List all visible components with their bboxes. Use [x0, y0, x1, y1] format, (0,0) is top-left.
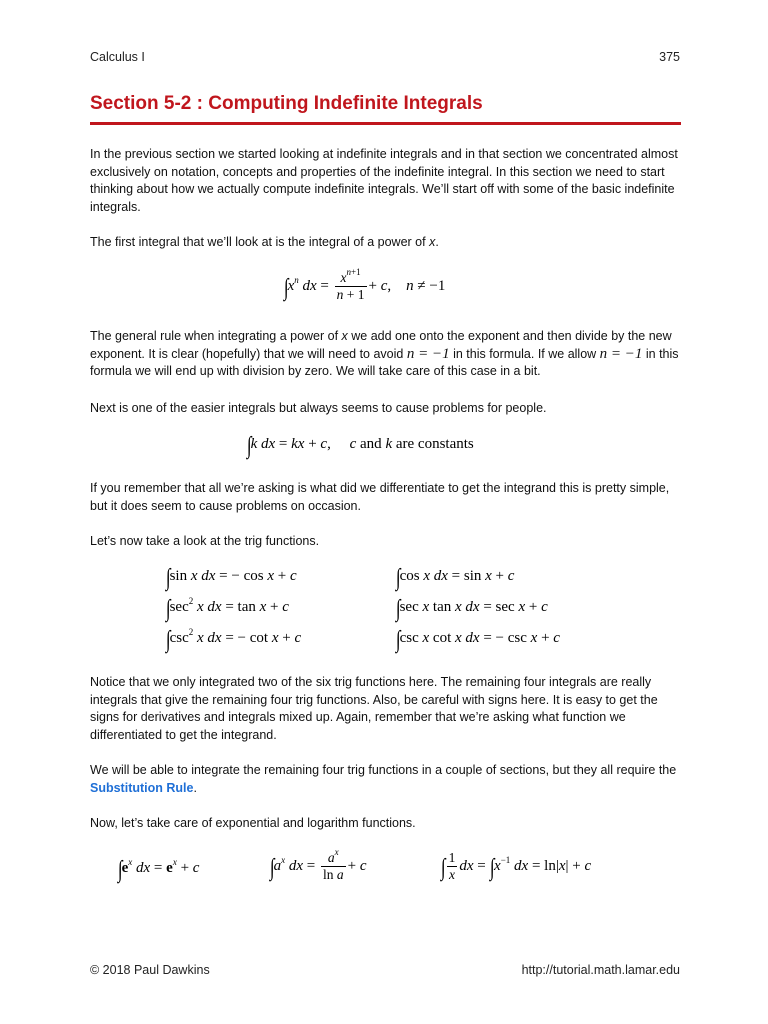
formula-log: ∫ $\frac{1}{x}$ dx = $\int x^{-1}$ dx = ln|x| + c — [440, 850, 592, 882]
formula-sin: ∫sin x dx = − cos x + c — [165, 565, 297, 591]
text-span: The first integral that we’ll look at is the integral of a power of — [90, 235, 430, 249]
footer-url: http://tutorial.math.lamar.edu — [521, 963, 680, 977]
formula-sec-tan: ∫sec x tan x dx = sec x + c — [395, 596, 548, 622]
formula-power-rule: $\int x^n$ dx = $\frac{x^{n+1}}{n + 1}$ + c, n ≠ −1 — [283, 267, 446, 302]
paragraph-constant-note: If you remember that all we’re asking is what did we differentiate to get the integrand this is pretty simple, but it does seem to cause problems on occasion. — [90, 481, 670, 513]
paragraph-trig-notes: Notice that we only integrated two of the six trig functions here. The remaining four integrals are really integrals that give the remaining four trig functions. Also, be careful with signs here. It is easy to get the signs for derivatives and integrals mixed up. Again, remember that we’re asking what function we differentiated to get the integrand. — [90, 675, 658, 742]
inline-math-n-eq: n = −1 — [406, 345, 450, 362]
text-span: . — [193, 780, 197, 795]
text-span: in this formula we will end up with division by zero. We will take care of this case in a bit. — [90, 346, 679, 378]
text-span: The general rule when integrating a power of — [90, 329, 342, 343]
footer-copyright: © 2018 Paul Dawkins — [90, 963, 210, 977]
title-underline-rule — [90, 122, 681, 125]
running-header-title: Calculus I — [90, 50, 145, 64]
formula-constant: ∫k dx = kx + c, c and k are constants — [246, 433, 474, 459]
substitution-rule-link[interactable]: Substitution Rule — [90, 780, 194, 795]
paragraph-intro: In the previous section we started looking at indefinite integrals and in that section we concentrated almost exclusively on notation, concepts and properties of the indefinite integral. In this section we need to start thinking about how we actually compute indefinite integrals. We’ll start off with some of the basic indefinite integrals. — [90, 147, 678, 214]
paragraph-constant-intro: Next is one of the easier integrals but always seems to cause problems for people. — [90, 401, 547, 415]
formula-cos: ∫cos x dx = sin x + c — [395, 565, 515, 591]
formula-csc-cot: ∫csc x cot x dx = − csc x + c — [395, 627, 560, 653]
paragraph-power-rule — [90, 328, 684, 381]
text-span: . — [435, 235, 439, 249]
section-title: Section 5-2 : Computing Indefinite Integrals — [90, 93, 483, 114]
text-span: we add one onto the exponent and then divide by the new exponent. It is clear (hopefully) that we will need to avoid — [90, 329, 672, 361]
paragraph-substitution — [90, 762, 684, 797]
text-span: in this formula. If we allow — [449, 346, 600, 361]
paragraph-trig-intro: Let’s now take a look at the trig functions. — [90, 534, 320, 548]
inline-math-n-eq: n = −1 — [599, 345, 643, 362]
formula-exp-e: $\int e^x$ dx = $e^x + c$ — [117, 857, 200, 883]
formula-csc-squared: $\int\csc^2$ x dx = − cot x + c — [165, 627, 302, 653]
paragraph-exp-log-intro: Now, let’s take care of exponential and logarithm functions. — [90, 816, 416, 830]
paragraph-power-intro — [90, 234, 684, 252]
formula-sec-squared: $\int\sec^2$ x dx = tan x + c — [165, 596, 289, 622]
formula-exp-a: $\int a^x$ dx = $\frac{a^x}{\text{ln a}}$ + c — [269, 847, 367, 882]
variable-x: x — [429, 235, 436, 249]
text-span: We will be able to integrate the remaining four trig functions in a couple of sections, but they all require the — [90, 763, 677, 777]
variable-x: x — [341, 329, 348, 343]
page-number: 375 — [659, 50, 680, 64]
